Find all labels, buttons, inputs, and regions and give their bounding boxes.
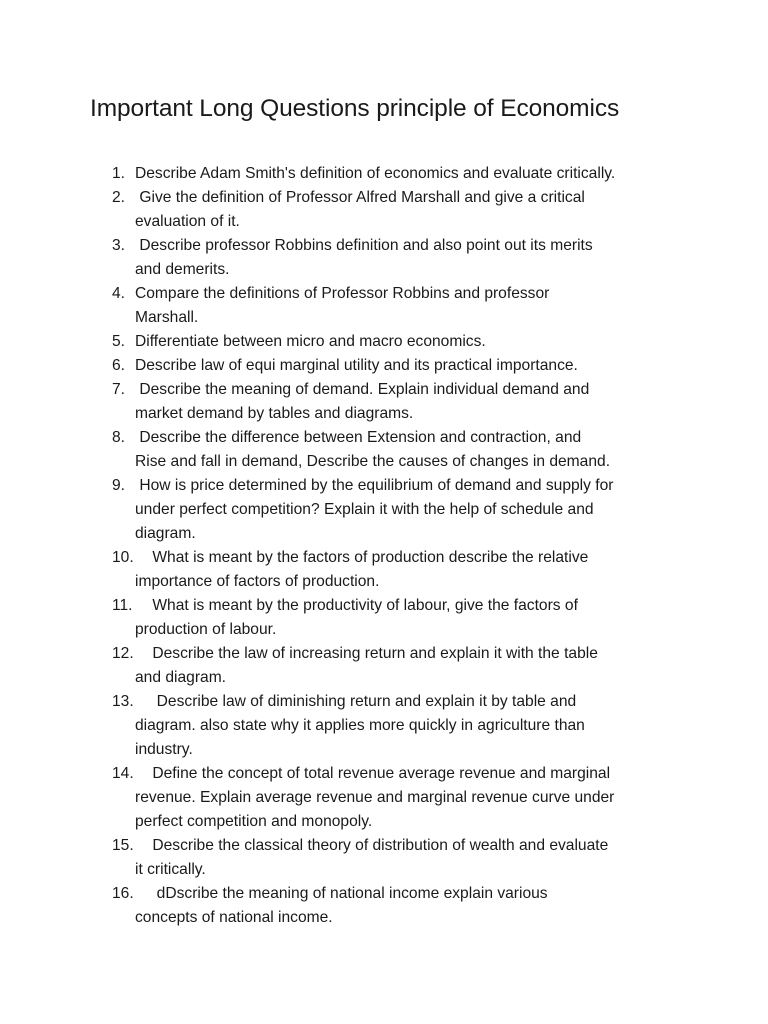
- list-item: [112, 834, 692, 882]
- question-number: 13.: [112, 693, 134, 710]
- question-text: How is price determined by the equilibrium of demand and supply for under perfect competition? Explain it with the help of schedule and diagram.: [135, 477, 614, 542]
- question-number: 8.: [112, 429, 126, 446]
- question-number: 9.: [112, 477, 126, 494]
- question-text: Give the definition of Professor Alfred Marshall and give a critical evaluation of it.: [135, 189, 585, 230]
- list-item: [112, 354, 692, 378]
- question-text: Describe the classical theory of distribution of wealth and evaluate it critically.: [135, 837, 609, 878]
- list-item: [112, 594, 692, 642]
- question-number: 1.: [112, 165, 126, 182]
- question-text: Describe law of diminishing return and explain it by table and diagram. also state why it applies more quickly in agriculture than industry.: [135, 693, 585, 758]
- document-title: Important Long Questions principle of Economics: [90, 95, 620, 122]
- question-number: 7.: [112, 381, 126, 398]
- question-number: 3.: [112, 237, 126, 254]
- list-item: [112, 330, 692, 354]
- list-item: [112, 186, 692, 234]
- question-number: 4.: [112, 285, 126, 302]
- question-number: 15.: [112, 837, 134, 854]
- list-item: [112, 762, 692, 834]
- question-number: 10.: [112, 549, 134, 566]
- question-text: Describe the law of increasing return and explain it with the table and diagram.: [135, 645, 598, 686]
- question-text: Describe Adam Smith's definition of economics and evaluate critically.: [135, 165, 616, 182]
- question-text: Compare the definitions of Professor Robbins and professor Marshall.: [135, 285, 550, 326]
- question-number: 11.: [112, 597, 133, 614]
- list-item: [112, 426, 692, 474]
- list-item: [112, 162, 692, 186]
- question-list: [112, 162, 692, 930]
- list-item: [112, 690, 692, 762]
- question-number: 12.: [112, 645, 134, 662]
- question-text: dDscribe the meaning of national income explain various concepts of national income.: [135, 885, 548, 926]
- list-item: [112, 642, 692, 690]
- question-number: 6.: [112, 357, 126, 374]
- question-text: Differentiate between micro and macro economics.: [135, 333, 486, 350]
- question-text: What is meant by the factors of production describe the relative importance of factors of production.: [135, 549, 589, 590]
- list-item: [112, 474, 692, 546]
- question-number: 16.: [112, 885, 134, 902]
- question-number: 14.: [112, 765, 134, 782]
- list-item: [112, 546, 692, 594]
- question-text: Describe law of equi marginal utility and its practical importance.: [135, 357, 578, 374]
- question-text: Describe professor Robbins definition and also point out its merits and demerits.: [135, 237, 593, 278]
- question-text: What is meant by the productivity of labour, give the factors of production of labour.: [135, 597, 578, 638]
- question-text: Describe the meaning of demand. Explain individual demand and market demand by tables and diagrams.: [135, 381, 590, 422]
- question-text: Define the concept of total revenue average revenue and marginal revenue. Explain average revenue and marginal revenue curve under perfect competition and monopoly.: [135, 765, 615, 830]
- question-number: 5.: [112, 333, 126, 350]
- list-item: [112, 234, 692, 282]
- list-item: [112, 882, 692, 930]
- question-text: Describe the difference between Extension and contraction, and Rise and fall in demand, Describe the causes of changes in demand.: [135, 429, 611, 470]
- list-item: [112, 378, 692, 426]
- question-number: 2.: [112, 189, 126, 206]
- list-item: [112, 282, 692, 330]
